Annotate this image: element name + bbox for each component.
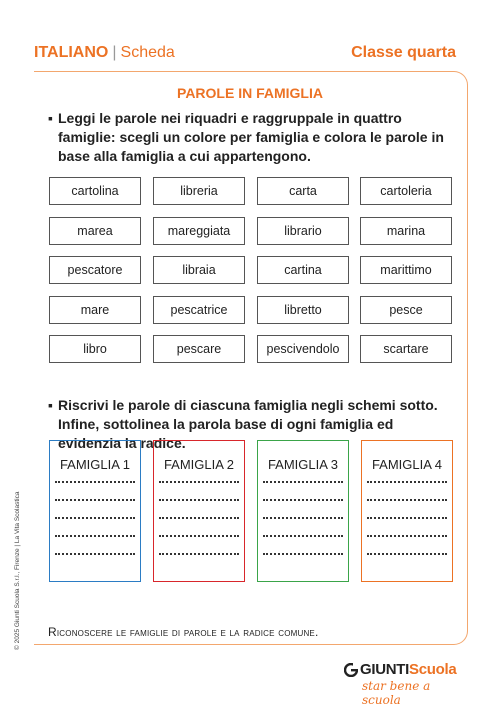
logo-tagline: star bene a scuola — [362, 679, 431, 707]
logo-mark-icon — [344, 663, 358, 677]
dotted-answer-line[interactable] — [263, 517, 343, 519]
family-label: FAMIGLIA 3 — [267, 457, 339, 472]
learning-objective — [48, 625, 319, 639]
answer-lines — [159, 481, 239, 571]
dotted-answer-line[interactable] — [263, 553, 343, 555]
dotted-answer-line[interactable] — [55, 481, 135, 483]
worksheet-title: PAROLE IN FAMIGLIA — [177, 85, 323, 101]
logo-brand-orange: Scuola — [409, 661, 457, 678]
word-box[interactable]: libro — [49, 335, 141, 363]
word-box[interactable]: cartoleria — [360, 177, 452, 205]
dotted-answer-line[interactable] — [55, 535, 135, 537]
family-box-1 — [49, 440, 141, 582]
instruction-1-text: Leggi le parole nei riquadri e raggruppale in quattro famiglie: scegli un colore per famiglia e colora le parole in base alla famiglia a cui appartengono. — [58, 110, 444, 164]
answer-lines — [263, 481, 343, 571]
answer-lines — [367, 481, 447, 571]
dotted-answer-line[interactable] — [55, 553, 135, 555]
logo-brand-black: GIUNTI — [360, 661, 410, 678]
dotted-answer-line[interactable] — [55, 499, 135, 501]
dotted-answer-line[interactable] — [367, 517, 447, 519]
instruction-1 — [48, 109, 458, 166]
dotted-answer-line[interactable] — [263, 499, 343, 501]
answer-lines — [55, 481, 135, 571]
giunti-scuola-logo — [340, 659, 460, 707]
dotted-answer-line[interactable] — [367, 535, 447, 537]
word-box[interactable]: marittimo — [360, 256, 452, 284]
word-box[interactable]: marina — [360, 217, 452, 245]
word-box[interactable]: libraia — [153, 256, 245, 284]
dotted-answer-line[interactable] — [159, 499, 239, 501]
family-box-3 — [257, 440, 349, 582]
learning-objective-text: Riconoscere le famiglie di parole e la radice comune. — [48, 625, 319, 639]
word-box[interactable]: pescare — [153, 335, 245, 363]
dotted-answer-line[interactable] — [367, 499, 447, 501]
word-box[interactable]: cartolina — [49, 177, 141, 205]
copyright-notice: © 2025 Giunti Scuola S.r.l., Firenze | La Vita Scolastica — [14, 491, 21, 650]
family-label: FAMIGLIA 1 — [59, 457, 131, 472]
bullet-icon: ▪ — [48, 397, 53, 413]
word-box[interactable]: marea — [49, 217, 141, 245]
dotted-answer-line[interactable] — [367, 553, 447, 555]
instruction-2-text: Riscrivi le parole di ciascuna famiglia negli schemi sotto. Infine, sottolinea la parola base di ogni famiglia ed evidenzia la radice. — [58, 397, 438, 451]
word-box[interactable]: mare — [49, 296, 141, 324]
dotted-answer-line[interactable] — [159, 553, 239, 555]
bullet-icon: ▪ — [48, 110, 53, 126]
family-label: FAMIGLIA 4 — [371, 457, 443, 472]
dotted-answer-line[interactable] — [55, 517, 135, 519]
word-box[interactable]: cartina — [257, 256, 349, 284]
family-label: FAMIGLIA 2 — [163, 457, 235, 472]
word-box[interactable]: librario — [257, 217, 349, 245]
class-label: Classe quarta — [351, 44, 456, 61]
dotted-answer-line[interactable] — [159, 517, 239, 519]
dotted-answer-line[interactable] — [159, 535, 239, 537]
family-box-4 — [361, 440, 453, 582]
subject-label — [34, 44, 175, 62]
word-box[interactable]: mareggiata — [153, 217, 245, 245]
word-box[interactable]: carta — [257, 177, 349, 205]
word-box[interactable]: scartare — [360, 335, 452, 363]
word-box[interactable]: libretto — [257, 296, 349, 324]
word-box[interactable]: pescatore — [49, 256, 141, 284]
logo-brand — [360, 661, 456, 678]
sheet-type: Scheda — [120, 44, 175, 61]
dotted-answer-line[interactable] — [159, 481, 239, 483]
subject-name: ITALIANO — [34, 44, 109, 61]
word-box[interactable]: pescatrice — [153, 296, 245, 324]
dotted-answer-line[interactable] — [367, 481, 447, 483]
word-box[interactable]: pescivendolo — [257, 335, 349, 363]
word-box[interactable]: pesce — [360, 296, 452, 324]
header-separator: | — [112, 44, 117, 61]
dotted-answer-line[interactable] — [263, 481, 343, 483]
page-header — [34, 44, 456, 64]
word-box[interactable]: libreria — [153, 177, 245, 205]
family-box-2 — [153, 440, 245, 582]
dotted-answer-line[interactable] — [263, 535, 343, 537]
